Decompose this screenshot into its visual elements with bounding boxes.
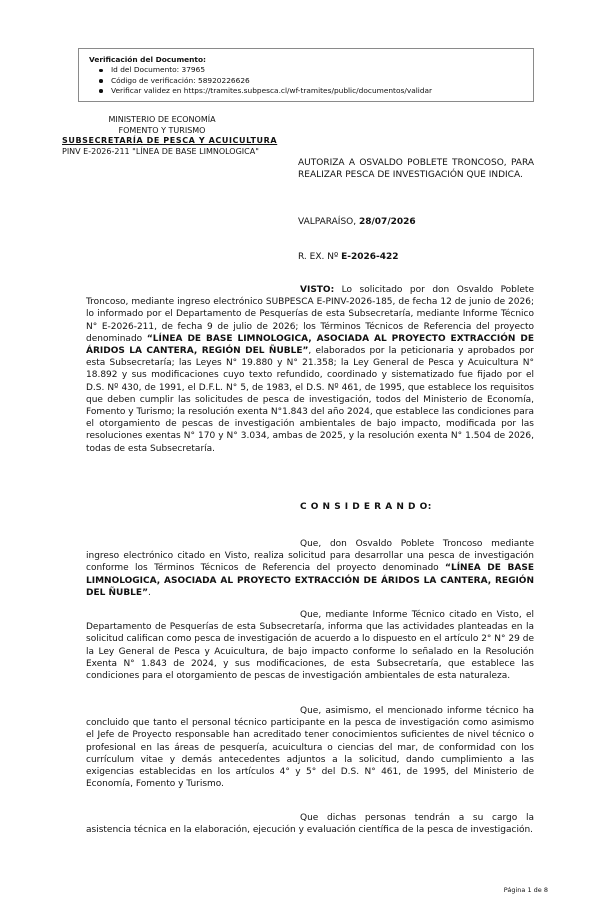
verification-box bbox=[78, 48, 534, 102]
subject-text: AUTORIZA A OSVALDO POBLETE TRONCOSO, PARA REALIZAR PESCA DE INVESTIGACIÓN QUE INDICA. bbox=[298, 158, 534, 181]
verification-doc-id: Id del Documento: 37965 bbox=[111, 65, 525, 75]
subsecretaria-line: SUBSECRETARÍA DE PESCA Y ACUICULTURA bbox=[62, 136, 278, 146]
visto-label: VISTO: bbox=[300, 285, 335, 295]
place-text: VALPARAÍSO, bbox=[298, 217, 359, 227]
resolution-id: E-2026-422 bbox=[341, 252, 399, 262]
verification-link[interactable]: Verificar validez en https://tramites.subpesca.cl/wf-tramites/public/documentos/validar bbox=[111, 86, 525, 96]
considerando-p3 bbox=[86, 705, 534, 790]
date-text: 28/07/2026 bbox=[358, 217, 416, 227]
verification-title: Verificación del Documento: bbox=[89, 55, 206, 64]
visto-text-b: , elaborados por la peticionaria y aprobados por esta Subsecretaría; las Leyes N° 19.880 y N° 21.358; la Ley General de Pesca y Acuicultura N° 18.892 y sus modificaciones cuyo texto refundido, coordinado y sistematizado fue fijado por el D.S. Nº 430, de 1991, el D.F.L. N° 5, de 1983, el D.S. Nº 461, de 1995, que establece los requisitos que deben cumplir las solicitudes de pesca de investigación, todos del Ministerio de Economía, Fomento y Turismo; la resolución exenta N°1.843 del año 2024, que establece las condiciones para el otorgamiento de pescas de investigación ambientales de bajo impacto, modificada por las resoluciones exentas N° 170 y N° 3.034, ambas de 2025, y la resolución exenta N° 1.504 de 2026, todas de esta Subsecretaría. bbox=[86, 346, 534, 454]
ministry-line-1: MINISTERIO DE ECONOMÍA bbox=[108, 115, 216, 124]
considerando-p2 bbox=[86, 609, 534, 682]
visto-project-name: “LÍNEA DE BASE LIMNOLOGICA, ASOCIADA AL PROYECTO EXTRACCIÓN DE ÁRIDOS LA CANTERA, REGIÓN DEL ÑUBLE” bbox=[86, 333, 534, 357]
verification-code: Código de verificación: 58920226626 bbox=[111, 76, 525, 86]
ministry-header bbox=[62, 115, 282, 157]
resolution-number bbox=[298, 251, 534, 263]
p2-text: Que, mediante Informe Técnico citado en Visto, el Departamento de Pesquerías de esta Subsecretaría, informa que las actividades planteadas en la solicitud califican como pesca de investigación de acuerdo a lo dispuesto en el artículo 2° N° 29 de la Ley General de Pesca y Acuicultura, de bajo impacto conforme lo señalado en la Resolución Exenta N° 1.843 de 2024, y sus modificaciones, de esta Subsecretaría, que establece las condiciones para el otorgamiento de pescas de investigación ambientales de esta naturaleza. bbox=[86, 610, 534, 682]
p1-project-name: “LÍNEA DE BASE LIMNOLOGICA, ASOCIADA AL PROYECTO EXTRACCIÓN DE ÁRIDOS LA CANTERA, REGIÓN DEL ÑUBLE” bbox=[86, 563, 534, 598]
verification-list bbox=[89, 65, 525, 96]
pinv-reference: PINV E-2026-211 "LÍNEA DE BASE LIMNOLOGICA" bbox=[62, 146, 259, 156]
place-date bbox=[298, 216, 534, 228]
considerando-p4 bbox=[86, 812, 534, 836]
page-number: Página 1 de 8 bbox=[503, 886, 548, 894]
considerando-title: C O N S I D E R A N D O: bbox=[300, 502, 432, 512]
considerando-p1 bbox=[86, 538, 534, 599]
p4-text: Que dichas personas tendrán a su cargo la asistencia técnica en la elaboración, ejecución y evaluación científica de la pesca de investigación. bbox=[86, 813, 534, 836]
p1-end: . bbox=[148, 587, 151, 598]
resolution-prefix: R. EX. Nº bbox=[298, 252, 342, 262]
ministry-line-2: FOMENTO Y TURISMO bbox=[118, 125, 206, 135]
p1-text: Que, don Osvaldo Poblete Troncoso mediante ingreso electrónico citado en Visto, realiza solicitud para desarrollar una pesca de investigación conforme los Términos Técnicos de Referencia del proyecto denominado bbox=[86, 539, 534, 574]
p3-text: Que, asimismo, el mencionado informe técnico ha concluido que tanto el personal técnico participante en la pesca de investigación como asimismo el Jefe de Proyecto responsable han acreditado tener conocimientos suficientes de nivel técnico o profesional en las áreas de pesquería, acuicultura o ciencias del mar, de conformidad con los currículum vitae y demás antecedentes adjuntos a la solicitud, dando cumplimiento a las exigencias establecidas en los artículos 4° y 5° del D.S. N° 461, de 1995, del Ministerio de Economía, Fomento y Turismo. bbox=[86, 706, 534, 790]
visto-text-a: Lo solicitado por don Osvaldo Poblete Troncoso, mediante ingreso electrónico SUBPESCA E-PINV-2026-185, de fecha 12 de junio de 2026; lo informado por el Departamento de Pesquerías de esta Subsecretaría, mediante Informe Técnico N° E-2026-211, de fecha 9 de julio de 2026; los Términos Técnicos de Referencia del proyecto denominado bbox=[86, 285, 534, 344]
visto-section bbox=[86, 284, 534, 455]
resolution-subject bbox=[298, 157, 534, 181]
